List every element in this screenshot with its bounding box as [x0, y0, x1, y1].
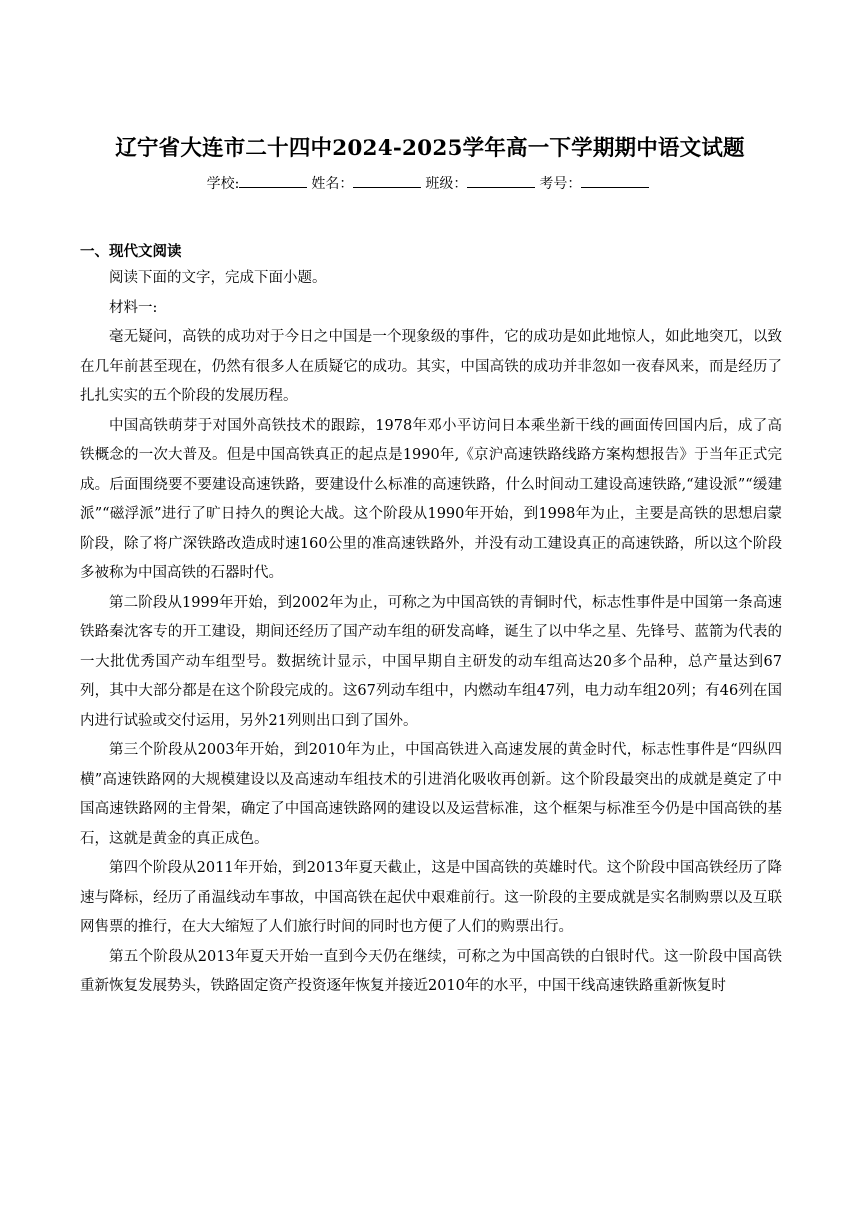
- name-blank: [353, 173, 421, 188]
- student-info-row: [0, 173, 860, 195]
- exam-number-field: [539, 173, 653, 195]
- paragraph: 第二阶段从1999年开始，到2002年为止，可称之为中国高铁的青铜时代，标志性事件是中国第一条高速铁路秦沈客专的开工建设，期间还经历了国产动车组的研发高峰，诞生了以中华之星、先锋号、蓝箭为代表的一大批优秀国产动车组型号。数据统计显示，中国早期自主研发的动车组高达20多个品种，总产量达到67列，其中大部分都是在这个阶段完成的。这67列动车组中，内燃动车组47列，电力动车组20列；有46列在国内进行试验或交付运用，另外21列则出口到了国外。: [80, 594, 782, 729]
- paragraph: 第五个阶段从2013年夏天开始一直到今天仍在继续，可称之为中国高铁的白银时代。这一阶段中国高铁重新恢复发展势头，铁路固定资产投资逐年恢复并接近2010年的水平，中国干线高速铁路重新恢复时: [80, 948, 782, 994]
- name-field: [311, 173, 425, 195]
- material-label: 材料一:: [109, 299, 158, 316]
- exam-number-blank: [581, 173, 649, 188]
- class-label: 班级：: [425, 176, 468, 192]
- school-blank: [239, 173, 307, 188]
- class-blank: [467, 173, 535, 188]
- passage-body: [80, 264, 782, 1002]
- school-field: [207, 173, 312, 195]
- exam-number-label: 考号：: [539, 176, 582, 192]
- paragraph: 第三个阶段从2003年开始，到2010年为止，中国高铁进入高速发展的黄金时代，标志性事件是“四纵四横”高速铁路网的大规模建设以及高速动车组技术的引进消化吸收再创新。这个阶段最突出的成就是奠定了中国高速铁路网的主骨架，确定了中国高速铁路网的建设以及运营标准，这个框架与标准至今仍是中国高铁的基石，这就是黄金的真正成色。: [80, 742, 782, 847]
- paragraph: 第四个阶段从2011年开始，到2013年夏天截止，这是中国高铁的英雄时代。这个阶段中国高铁经历了降速与降标，经历了甬温线动车事故，中国高铁在起伏中艰难前行。这一阶段的主要成就是实名制购票以及互联网售票的推行，在大大缩短了人们旅行时间的同时也方便了人们的购票出行。: [80, 860, 782, 935]
- paragraph: 中国高铁萌芽于对国外高铁技术的跟踪，1978年邓小平访问日本乘坐新干线的画面传回国内后，成了高铁概念的一次大普及。但是中国高铁真正的起点是1990年,《京沪高速铁路线路方案构想报告》于当年正式完成。后面围绕要不要建设高速铁路，要建设什么标准的高速铁路，什么时间动工建设高速铁路,“建设派”“缓建派”“磁浮派”进行了旷日持久的舆论大战。这个阶段从1990年开始，到1998年为止，主要是高铁的思想启蒙阶段，除了将广深铁路改造成时速160公里的准高速铁路外，并没有动工建设真正的高速铁路，所以这个阶段多被称为中国高铁的石器时代。: [80, 417, 782, 581]
- section-heading: 一、现代文阅读: [80, 243, 182, 260]
- document-title: 辽宁省大连市二十四中2024-2025学年高一下学期期中语文试题: [115, 136, 745, 161]
- paragraph: 毫无疑问，高铁的成功对于今日之中国是一个现象级的事件，它的成功是如此地惊人，如此地突兀，以致在几年前甚至现在，仍然有很多人在质疑它的成功。其实，中国高铁的成功并非忽如一夜春风来，而是经历了扎扎实实的五个阶段的发展历程。: [80, 329, 782, 404]
- school-label: 学校:: [206, 176, 240, 192]
- instruction-text: 阅读下面的文字，完成下面小题。: [109, 270, 327, 286]
- name-label: 姓名：: [311, 176, 354, 192]
- class-field: [425, 173, 539, 195]
